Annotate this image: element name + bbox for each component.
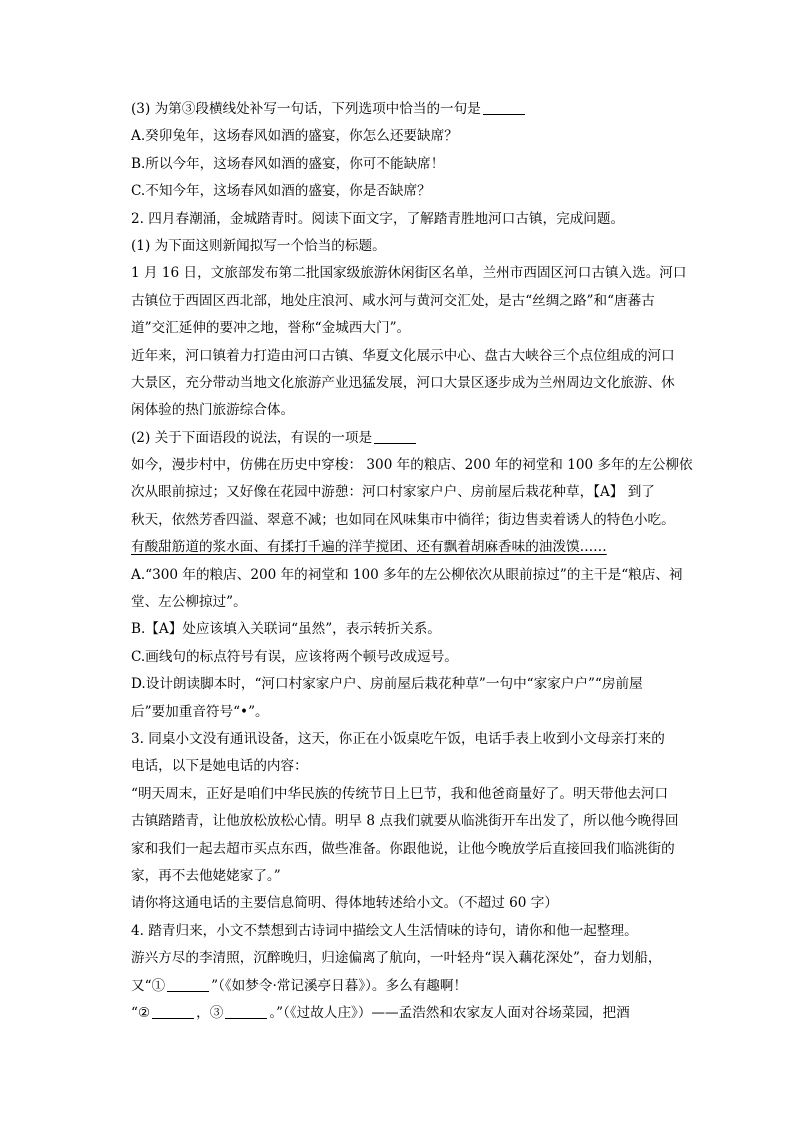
text-segment: 又“① xyxy=(131,977,166,994)
text-content: D.设计朗读脚本时，“河口村家家户户、房前屋后栽花种草”一句中“家家户户”“房前屋 xyxy=(131,676,643,693)
text-content: 古镇位于西固区西北部，地处庄浪河、咸水河与黄河交汇处，是古“丝绸之路”和“唐蕃古 xyxy=(131,292,655,309)
text-line xyxy=(131,315,691,342)
text-content: 大景区，充分带动当地文化旅游产业迅猛发展，河口大景区逐步成为兰州周边文化旅游、休 xyxy=(131,374,675,391)
text-line xyxy=(131,699,691,726)
text-line xyxy=(131,918,691,945)
text-line xyxy=(131,945,691,972)
text-segment: ”（《如梦令·常记溪亭日暮》）。多么有趣啊！ xyxy=(211,977,468,994)
text-line xyxy=(131,616,691,643)
text-line xyxy=(131,370,691,397)
text-content: 古镇踏踏青，让他放松放松心情。明早 8 点我们就要从临洮街开车出发了，所以他今晚得回 xyxy=(131,813,679,830)
answer-blank[interactable] xyxy=(225,1002,267,1019)
text-content: A.癸卯兔年，这场春风如酒的盛宴，你怎么还要缺席？ xyxy=(131,128,458,145)
text-content: 2. 四月春潮涌，金城踏青时。阅读下面文字，了解踏青胜地河口古镇，完成问题。 xyxy=(131,210,625,227)
text-content: B.【A】处应该填入关联词“虽然”，表示转折关系。 xyxy=(131,621,441,638)
text-line xyxy=(131,233,691,260)
text-line xyxy=(131,1000,691,1027)
text-content: (3) 为第③段横线处补写一句话，下列选项中恰当的一句是 xyxy=(131,101,481,117)
text-content: 请你将这通电话的主要信息简明、得体地转述给小文。（不超过 60 字） xyxy=(131,895,558,912)
text-segment: “② xyxy=(131,1004,151,1021)
text-content: C.画线句的标点符号有误，应该将两个顿号改成逗号。 xyxy=(131,648,458,665)
text-line xyxy=(131,452,691,479)
text-content: 道”交汇延伸的要冲之地，誉称“金城西大门”。 xyxy=(131,320,411,337)
text-content: 3. 同桌小文没有通讯设备，这天，你正在小饭桌吃午饭，电话手表上收到小文母亲打来的 xyxy=(131,730,665,747)
text-content: “明天周末，正好是咱们中华民族的传统节日上巳节，我和他爸商量好了。明天带他去河口 xyxy=(131,785,669,802)
text-content: A.“300 年的粮店、200 年的祠堂和 100 多年的左公柳依次从眼前掠过”的主干是“粮店、祠 xyxy=(131,566,683,583)
text-content: 有酸甜筋道的浆水面、有揉打千遍的洋芋搅团、还有飘着胡麻香味的油泼馍…… xyxy=(131,539,607,556)
text-line xyxy=(131,808,691,835)
text-line xyxy=(131,397,691,424)
text-line xyxy=(131,890,691,917)
text-content: 堂、左公柳掠过”。 xyxy=(131,594,247,611)
text-line xyxy=(131,973,691,1000)
text-content: 次从眼前掠过；又好像在花园中游憩：河口村家家户户、房前屋后栽花种草，【A】 到了 xyxy=(131,484,655,501)
text-line xyxy=(131,178,691,205)
text-line xyxy=(131,753,691,780)
text-line xyxy=(131,726,691,753)
answer-blank[interactable] xyxy=(152,1002,194,1019)
text-content: 后”要加重音符号“•”。 xyxy=(131,703,269,720)
text-line xyxy=(131,96,691,123)
text-line xyxy=(131,260,691,287)
answer-blank[interactable] xyxy=(374,427,416,444)
text-content: 如今，漫步村中，仿佛在历史中穿梭： 300 年的粮店、200 年的祠堂和 100 多年的左公柳依 xyxy=(131,457,693,474)
text-content: C.不知今年，这场春风如酒的盛宴，你是否缺席？ xyxy=(131,183,431,200)
text-content: 游兴方尽的李清照，沉醉晚归，归途偏离了航向，一叶轻舟“误入藕花深处”，奋力划船， xyxy=(131,950,662,967)
text-content: 电话，以下是她电话的内容： xyxy=(131,758,308,775)
text-line xyxy=(131,288,691,315)
document-page xyxy=(131,96,691,1027)
text-line xyxy=(131,863,691,890)
text-line xyxy=(131,206,691,233)
text-line xyxy=(131,836,691,863)
text-content: 家，再不去他姥姥家了。” xyxy=(131,867,281,884)
text-line xyxy=(131,589,691,616)
text-line xyxy=(131,562,691,589)
text-content: 4. 踏青归来，小文不禁想到古诗词中描绘文人生活情味的诗句，请你和他一起整理。 xyxy=(131,922,638,939)
text-content: 秋天，依然芳香四溢、翠意不减；也如同在风味集市中徜徉；街边售卖着诱人的特色小吃。 xyxy=(131,511,675,528)
text-content: (2) 关于下面语段的说法，有误的一项是 xyxy=(131,429,373,446)
text-segment: ，③ xyxy=(196,1004,224,1021)
text-content: B.所以今年，这场春风如酒的盛宴，你可不能缺席！ xyxy=(131,155,445,172)
text-line xyxy=(131,343,691,370)
text-line xyxy=(131,123,691,150)
text-content: (1) 为下面这则新闻拟写一个恰当的标题。 xyxy=(131,237,386,254)
text-line xyxy=(131,479,691,506)
answer-blank[interactable] xyxy=(483,98,525,115)
text-line xyxy=(131,534,691,561)
text-line xyxy=(131,507,691,534)
text-content: 近年来，河口镇着力打造由河口古镇、华夏文化展示中心、盘古大峡谷三个点位组成的河口 xyxy=(131,347,675,364)
text-content: 闲体验的热门旅游综合体。 xyxy=(131,402,295,419)
text-line xyxy=(131,644,691,671)
text-segment: 。”（《过故人庄》）——孟浩然和农家友人面对谷场菜园，把酒 xyxy=(269,1004,630,1021)
text-line xyxy=(131,425,691,452)
text-content: 家和我们一起去超市买点东西，做些准备。你跟他说，让他今晚放学后直接回我们临洮街的 xyxy=(131,840,675,857)
text-line xyxy=(131,151,691,178)
text-line xyxy=(131,671,691,698)
text-line xyxy=(131,781,691,808)
text-content: 1 月 16 日，文旅部发布第二批国家级旅游休闲街区名单，兰州市西固区河口古镇入选。河口 xyxy=(131,265,687,282)
answer-blank[interactable] xyxy=(167,975,209,992)
